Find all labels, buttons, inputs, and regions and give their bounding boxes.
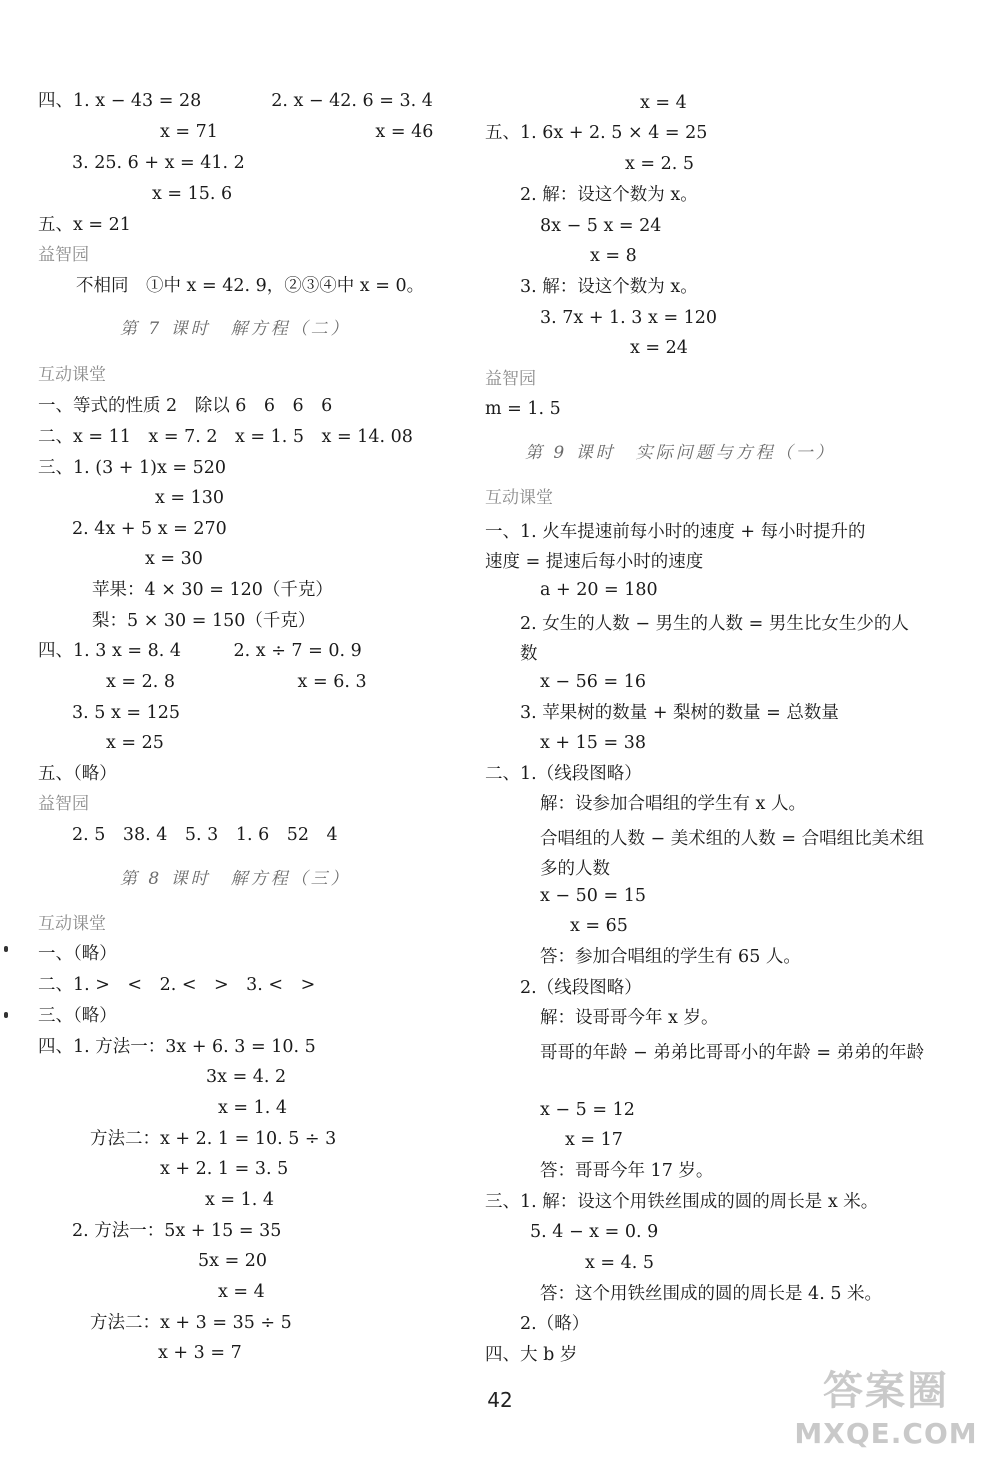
- answer-line: 二、1. > < 2. < > 3. < >: [38, 975, 316, 995]
- answer-line: 不相同 ①中 x = 42. 9，②③④中 x = 0。: [76, 276, 425, 296]
- answer-line: 苹果：4 × 30 = 120（千克）: [92, 580, 333, 600]
- answer-line: x = 71 x = 46: [160, 122, 434, 142]
- answer-line: 3. 解：设这个数为 x。: [520, 277, 698, 297]
- answer-line: x = 65: [570, 916, 628, 936]
- answer-line: m = 1. 5: [485, 399, 561, 419]
- answer-line: x = 25: [106, 733, 164, 753]
- answer-line: x = 4. 5: [585, 1253, 655, 1273]
- answer-line: x − 5 = 12: [540, 1100, 635, 1120]
- section-label: 益智园: [485, 369, 536, 389]
- answer-line: x − 50 = 15: [540, 886, 646, 906]
- answer-line: 一、等式的性质 2 除以 6 6 6 6: [38, 396, 333, 416]
- answer-line: 2. 女生的人数 − 男生的人数 = 男生比女生少的人数: [520, 614, 909, 664]
- answer-line: 四、1. x − 43 = 28 2. x − 42. 6 = 3. 4: [38, 91, 433, 111]
- answer-line: 五、x = 21: [38, 215, 131, 235]
- watermark-logo: [786, 1366, 986, 1461]
- lesson-heading: 第 7 课时 解方程（二）: [120, 319, 351, 339]
- answer-line: 解：设参加合唱组的学生有 x 人。: [540, 794, 806, 814]
- answer-line: 合唱组的人数 − 美术组的人数 = 合唱组比美术组多的人数: [540, 829, 925, 879]
- answer-line: 8x − 5 x = 24: [540, 216, 662, 236]
- answer-line: 二、1.（线段图略）: [485, 764, 642, 784]
- answer-line: x = 4: [640, 93, 687, 113]
- answer-line: 5. 4 − x = 0. 9: [530, 1222, 659, 1242]
- answer-line: x + 2. 1 = 3. 5: [160, 1159, 289, 1179]
- answer-line: 2. 解：设这个数为 x。: [520, 185, 698, 205]
- watermark-url: MXQE.COM: [794, 1417, 978, 1450]
- answer-line: x = 24: [630, 338, 688, 358]
- answer-line: 3. 5 x = 125: [72, 703, 181, 723]
- answer-line: 2.（略）: [520, 1314, 590, 1334]
- answer-line: x = 8: [590, 246, 637, 266]
- answer-line: 四、大 b 岁: [485, 1345, 578, 1365]
- answer-line: 2. 5 38. 4 5. 3 1. 6 52 4: [72, 825, 338, 845]
- answer-line: 方法二：x + 3 = 35 ÷ 5: [90, 1313, 292, 1333]
- answer-line: x + 3 = 7: [158, 1343, 242, 1363]
- answer-line: 三、（略）: [38, 1006, 117, 1026]
- answer-line: x = 2. 8 x = 6. 3: [106, 672, 367, 692]
- answer-line: x = 4: [218, 1282, 265, 1302]
- answer-line: 四、1. 方法一：3x + 6. 3 = 10. 5: [38, 1037, 316, 1057]
- section-label: 益智园: [38, 794, 89, 814]
- answer-line: 哥哥的年龄 − 弟弟比哥哥小的年龄 = 弟弟的年龄: [540, 1043, 925, 1063]
- section-label: 益智园: [38, 245, 89, 265]
- lesson-heading: 第 9 课时 实际问题与方程（一）: [525, 443, 836, 463]
- answer-line: 答：这个用铁丝围成的圆的周长是 4. 5 米。: [540, 1284, 883, 1304]
- answer-line: 2. 4x + 5 x = 270: [72, 519, 227, 539]
- answer-line: 2. 方法一：5x + 15 = 35: [72, 1221, 282, 1241]
- answer-line: x = 2. 5: [625, 154, 695, 174]
- margin-dot: [4, 1012, 8, 1018]
- answer-line: 四、1. 3 x = 8. 4 2. x ÷ 7 = 0. 9: [38, 641, 362, 661]
- answer-line: 三、1. 解：设这个用铁丝围成的圆的周长是 x 米。: [485, 1192, 879, 1212]
- page-number: 42: [487, 1388, 513, 1412]
- answer-line: 3. 25. 6 + x = 41. 2: [72, 153, 245, 173]
- answer-line: x − 56 = 16: [540, 672, 646, 692]
- answer-line: 一、（略）: [38, 944, 117, 964]
- answer-line: 梨：5 × 30 = 150（千克）: [92, 611, 316, 631]
- answer-line: 解：设哥哥今年 x 岁。: [540, 1008, 719, 1028]
- section-label: 互动课堂: [38, 365, 106, 385]
- answer-line: x = 15. 6: [152, 184, 233, 204]
- answer-line: a + 20 = 180: [540, 580, 658, 600]
- answer-line: x = 1. 4: [218, 1098, 288, 1118]
- left-column: [0, 0, 470, 1400]
- answer-line: x = 30: [145, 549, 203, 569]
- answer-line: 3x = 4. 2: [206, 1067, 287, 1087]
- answer-line: 三、1. (3 + 1)x = 520: [38, 458, 227, 478]
- answer-line: 二、x = 11 x = 7. 2 x = 1. 5 x = 14. 08: [38, 427, 413, 447]
- answer-line: x = 1. 4: [205, 1190, 275, 1210]
- answer-line: 答：哥哥今年 17 岁。: [540, 1161, 714, 1181]
- answer-line: 五、（略）: [38, 764, 117, 784]
- answer-line: 2.（线段图略）: [520, 978, 642, 998]
- answer-line: 5x = 20: [198, 1251, 268, 1271]
- answer-line: 答：参加合唱组的学生有 65 人。: [540, 947, 801, 967]
- answer-line: 一、1. 火车提速前每小时的速度 + 每小时提升的速度 = 提速后每小时的速度: [485, 522, 866, 572]
- answer-line: x + 15 = 38: [540, 733, 646, 753]
- section-label: 互动课堂: [38, 914, 106, 934]
- answer-line: 3. 7x + 1. 3 x = 120: [540, 308, 718, 328]
- answer-line: 五、1. 6x + 2. 5 × 4 = 25: [485, 123, 708, 143]
- margin-dot: [4, 946, 8, 952]
- answer-line: 3. 苹果树的数量 + 梨树的数量 = 总数量: [520, 703, 839, 723]
- section-label: 互动课堂: [485, 488, 553, 508]
- answer-line: 方法二：x + 2. 1 = 10. 5 ÷ 3: [90, 1129, 337, 1149]
- lesson-heading: 第 8 课时 解方程（三）: [120, 869, 351, 889]
- watermark-title: 答案圈: [823, 1368, 949, 1414]
- answer-line: x = 130: [155, 488, 225, 508]
- answer-line: x = 17: [565, 1130, 623, 1150]
